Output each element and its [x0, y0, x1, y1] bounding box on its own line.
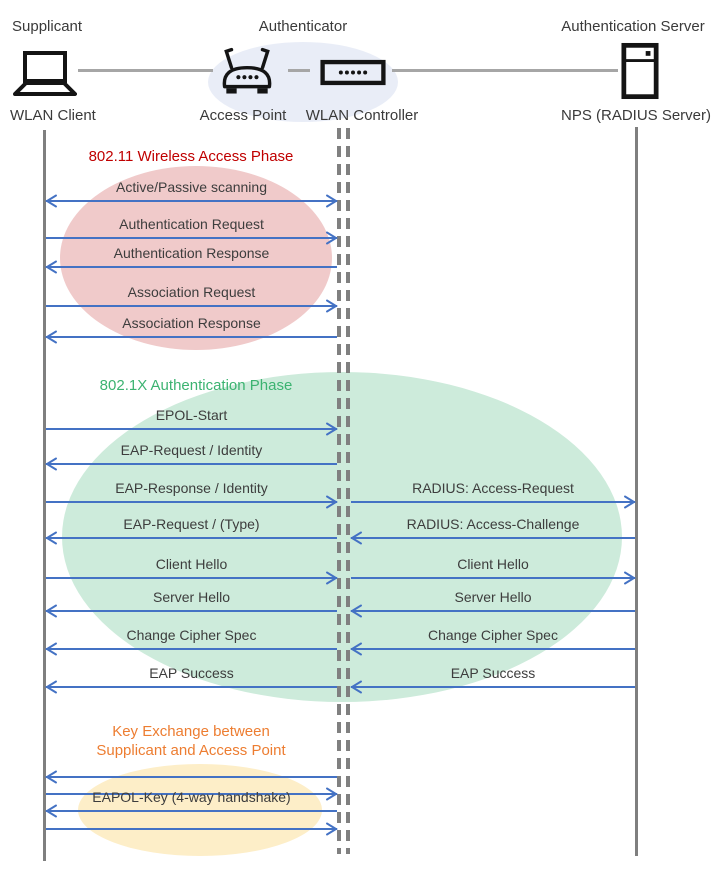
message-label: Change Cipher Spec: [126, 627, 257, 643]
connector-line-middle: [288, 69, 310, 72]
message-label: Association Request: [127, 284, 256, 300]
label-wlan-controller: WLAN Controller: [305, 107, 419, 124]
message-label: Authentication Response: [113, 245, 270, 261]
message-label: Change Cipher Spec: [428, 627, 558, 643]
wlan-controller-icon: [320, 59, 386, 86]
phase-title-key-exchange-line2: Supplicant and Access Point: [96, 742, 286, 759]
message-arrow: [46, 821, 337, 837]
server-icon: [621, 42, 659, 100]
connector-line-left: [78, 69, 213, 72]
message-arrow: [46, 769, 337, 785]
message-label: Authentication Request: [119, 216, 264, 232]
lifeline-wlan-controller-dashed-left: [337, 128, 341, 854]
actor-title-auth-server: Authentication Server: [561, 18, 705, 35]
phase-title-key-exchange-line1: Key Exchange between: [112, 723, 270, 740]
message-label: RADIUS: Access-Request: [412, 480, 574, 496]
lifeline-auth-server: [635, 127, 638, 856]
message-label: Client Hello: [155, 556, 228, 572]
message-label: Client Hello: [457, 556, 529, 572]
message-label: Server Hello: [152, 589, 231, 605]
actor-title-authenticator: Authenticator: [258, 18, 348, 35]
laptop-icon: [13, 50, 77, 98]
message-label: Association Response: [122, 315, 261, 331]
message-label: Active/Passive scanning: [116, 179, 267, 195]
access-point-icon: [216, 47, 278, 97]
label-nps-radius-server: NPS (RADIUS Server): [560, 107, 712, 124]
phase-title-key-exchange: [46, 722, 336, 760]
message-label: EAPOL-Key (4-way handshake): [92, 789, 291, 805]
phase-title-8021x: 802.1X Authentication Phase: [99, 377, 293, 394]
message-label: EAP Success: [149, 665, 234, 681]
label-access-point: Access Point: [199, 107, 287, 124]
message-label: EAP-Request / Identity: [120, 442, 263, 458]
lifeline-wlan-controller-dashed-right: [346, 128, 350, 854]
actor-title-supplicant: Supplicant: [12, 18, 83, 35]
label-wlan-client: WLAN Client: [10, 107, 96, 124]
message-label: RADIUS: Access-Challenge: [406, 516, 580, 532]
connector-line-right: [392, 69, 618, 72]
phase-title-80211: 802.11 Wireless Access Phase: [88, 148, 294, 165]
message-label: EPOL-Start: [155, 407, 228, 423]
message-label: EAP-Request / (Type): [123, 516, 260, 532]
message-label: EAP Success: [450, 665, 536, 681]
message-label: EAP-Response / Identity: [115, 480, 268, 496]
message-label: Server Hello: [454, 589, 532, 605]
